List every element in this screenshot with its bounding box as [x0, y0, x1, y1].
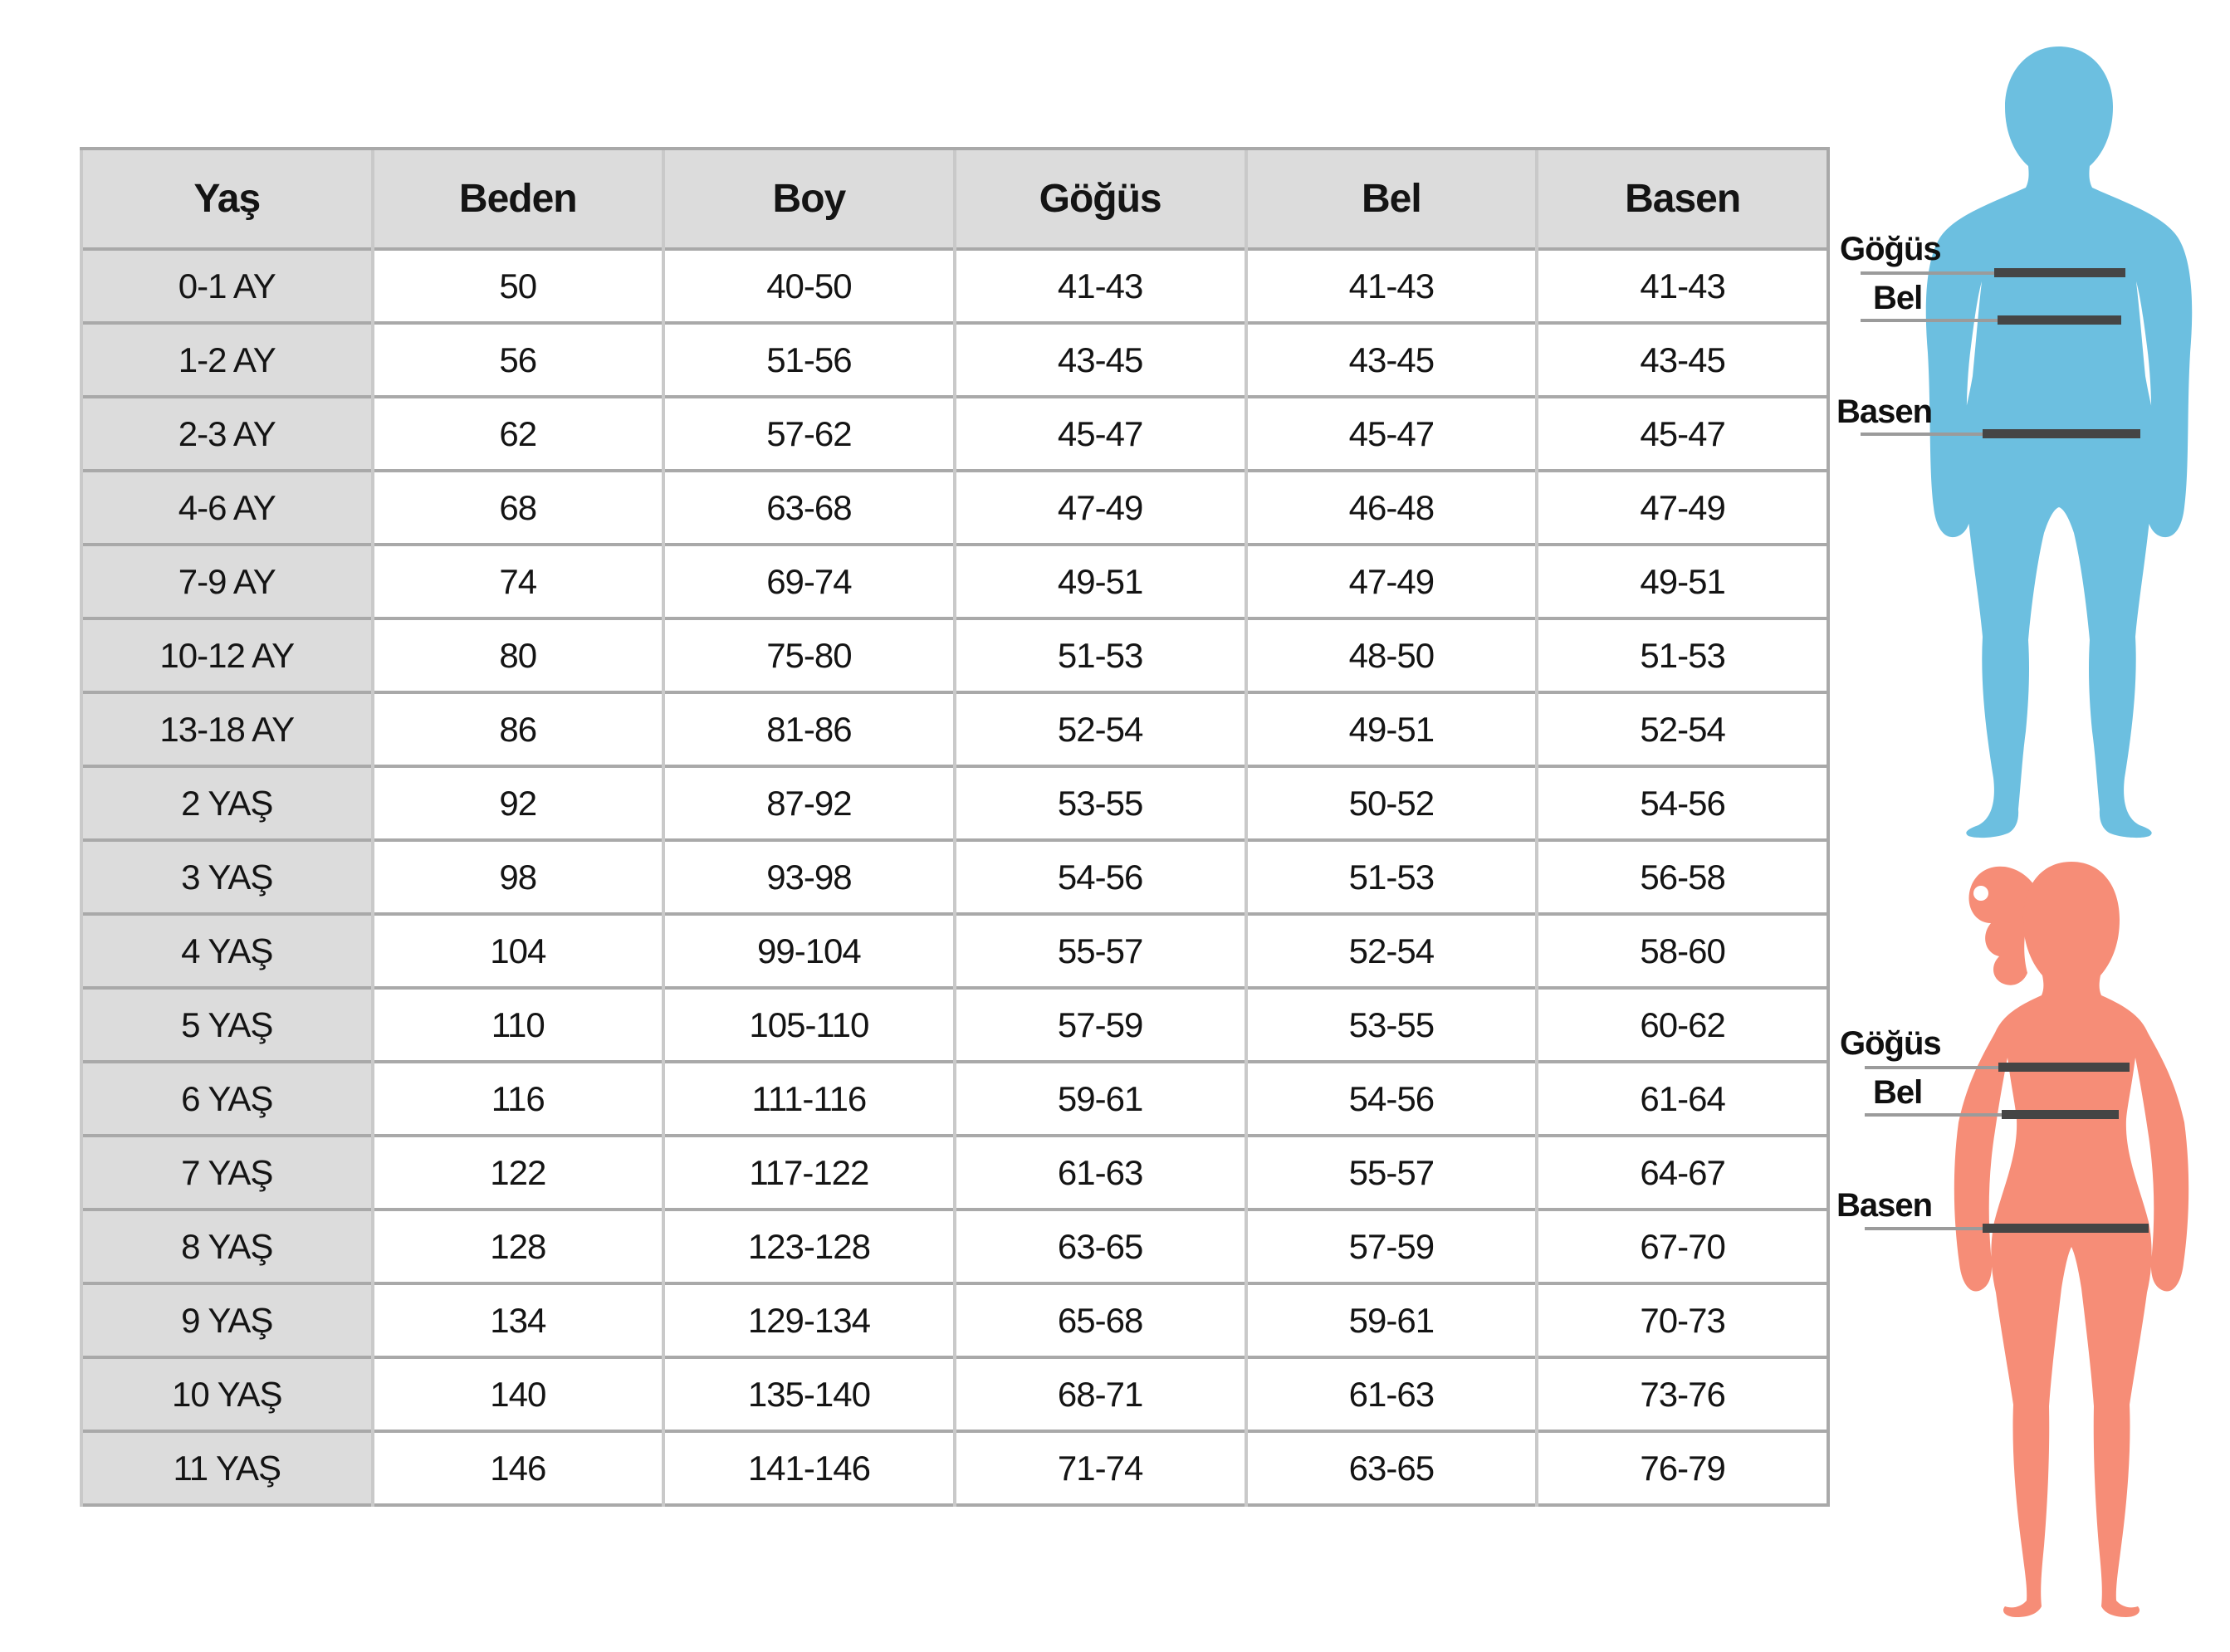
cell-basen: 41-43 — [1537, 249, 1828, 323]
cell-gogus: 45-47 — [955, 397, 1246, 471]
table-row — [81, 1431, 1828, 1505]
female-chest-leader-line — [1865, 1066, 2001, 1069]
cell-gogus: 51-53 — [955, 618, 1246, 692]
cell-basen: 51-53 — [1537, 618, 1828, 692]
cell-bel: 47-49 — [1246, 545, 1538, 618]
col-header-boy: Boy — [663, 149, 955, 249]
col-header-beden: Beden — [373, 149, 664, 249]
cell-yas: 9 YAŞ — [81, 1283, 373, 1357]
cell-yas: 11 YAŞ — [81, 1431, 373, 1505]
cell-yas: 2 YAŞ — [81, 766, 373, 840]
cell-basen: 60-62 — [1537, 988, 1828, 1062]
female-chest-label: Göğüs — [1840, 1025, 1941, 1062]
cell-yas: 7-9 AY — [81, 545, 373, 618]
cell-basen: 76-79 — [1537, 1431, 1828, 1505]
cell-beden: 56 — [373, 323, 664, 397]
col-header-bel: Bel — [1246, 149, 1538, 249]
male-waist-label: Bel — [1873, 280, 1923, 316]
female-chest-measure-line — [1998, 1063, 2130, 1072]
cell-yas: 3 YAŞ — [81, 840, 373, 914]
cell-bel: 45-47 — [1246, 397, 1538, 471]
table-row — [81, 1210, 1828, 1283]
cell-boy: 111-116 — [663, 1062, 955, 1136]
cell-gogus: 43-45 — [955, 323, 1246, 397]
cell-gogus: 52-54 — [955, 692, 1246, 766]
cell-gogus: 65-68 — [955, 1283, 1246, 1357]
cell-beden: 116 — [373, 1062, 664, 1136]
cell-boy: 40-50 — [663, 249, 955, 323]
cell-boy: 117-122 — [663, 1136, 955, 1210]
female-body-shape — [1954, 862, 2188, 1617]
cell-bel: 53-55 — [1246, 988, 1538, 1062]
table-row — [81, 397, 1828, 471]
cell-beden: 104 — [373, 914, 664, 988]
cell-boy: 81-86 — [663, 692, 955, 766]
cell-boy: 141-146 — [663, 1431, 955, 1505]
size-table-body — [81, 249, 1828, 1505]
female-hip-leader-line — [1865, 1227, 1984, 1230]
male-waist-measure-line — [1998, 315, 2121, 325]
cell-basen: 56-58 — [1537, 840, 1828, 914]
cell-boy: 51-56 — [663, 323, 955, 397]
cell-gogus: 68-71 — [955, 1357, 1246, 1431]
cell-gogus: 55-57 — [955, 914, 1246, 988]
cell-bel: 46-48 — [1246, 471, 1538, 545]
male-chest-leader-line — [1861, 271, 1998, 275]
female-waist-label: Bel — [1873, 1074, 1923, 1111]
female-hip-label: Basen — [1836, 1187, 1933, 1224]
size-table-header — [81, 149, 1828, 249]
ponytail-curl-detail — [1973, 886, 1988, 901]
table-row — [81, 840, 1828, 914]
table-row — [81, 692, 1828, 766]
table-row — [81, 618, 1828, 692]
cell-basen: 67-70 — [1537, 1210, 1828, 1283]
cell-boy: 135-140 — [663, 1357, 955, 1431]
cell-beden: 68 — [373, 471, 664, 545]
cell-beden: 92 — [373, 766, 664, 840]
cell-beden: 98 — [373, 840, 664, 914]
table-row — [81, 249, 1828, 323]
cell-boy: 57-62 — [663, 397, 955, 471]
size-table — [80, 147, 1830, 1507]
cell-boy: 99-104 — [663, 914, 955, 988]
male-waist-leader-line — [1861, 319, 2000, 322]
cell-basen: 54-56 — [1537, 766, 1828, 840]
male-body-shape — [1926, 46, 2192, 838]
cell-gogus: 59-61 — [955, 1062, 1246, 1136]
male-chest-label: Göğüs — [1840, 231, 1941, 267]
cell-bel: 63-65 — [1246, 1431, 1538, 1505]
table-row — [81, 766, 1828, 840]
cell-bel: 54-56 — [1246, 1062, 1538, 1136]
header-row — [81, 149, 1828, 249]
cell-boy: 75-80 — [663, 618, 955, 692]
cell-gogus: 71-74 — [955, 1431, 1246, 1505]
cell-basen: 70-73 — [1537, 1283, 1828, 1357]
female-waist-measure-line — [2002, 1110, 2119, 1119]
cell-boy: 63-68 — [663, 471, 955, 545]
cell-bel: 59-61 — [1246, 1283, 1538, 1357]
cell-bel: 49-51 — [1246, 692, 1538, 766]
cell-bel: 51-53 — [1246, 840, 1538, 914]
cell-bel: 43-45 — [1246, 323, 1538, 397]
cell-gogus: 53-55 — [955, 766, 1246, 840]
cell-gogus: 54-56 — [955, 840, 1246, 914]
cell-basen: 45-47 — [1537, 397, 1828, 471]
male-chest-measure-line — [1994, 268, 2125, 277]
table-row — [81, 1357, 1828, 1431]
cell-basen: 43-45 — [1537, 323, 1828, 397]
cell-bel: 52-54 — [1246, 914, 1538, 988]
cell-boy: 105-110 — [663, 988, 955, 1062]
cell-gogus: 57-59 — [955, 988, 1246, 1062]
cell-beden: 74 — [373, 545, 664, 618]
table-row — [81, 1283, 1828, 1357]
female-silhouette — [1901, 855, 2230, 1619]
col-header-yas: Yaş — [81, 149, 373, 249]
cell-basen: 58-60 — [1537, 914, 1828, 988]
cell-gogus: 63-65 — [955, 1210, 1246, 1283]
cell-basen: 49-51 — [1537, 545, 1828, 618]
cell-yas: 1-2 AY — [81, 323, 373, 397]
female-waist-leader-line — [1865, 1113, 2004, 1117]
cell-beden: 86 — [373, 692, 664, 766]
male-hip-label: Basen — [1836, 393, 1933, 430]
cell-beden: 80 — [373, 618, 664, 692]
male-hip-measure-line — [1983, 429, 2140, 438]
cell-yas: 2-3 AY — [81, 397, 373, 471]
cell-bel: 48-50 — [1246, 618, 1538, 692]
cell-yas: 5 YAŞ — [81, 988, 373, 1062]
table-row — [81, 914, 1828, 988]
cell-boy: 87-92 — [663, 766, 955, 840]
cell-yas: 7 YAŞ — [81, 1136, 373, 1210]
cell-bel: 61-63 — [1246, 1357, 1538, 1431]
female-hip-measure-line — [1983, 1224, 2149, 1233]
cell-basen: 64-67 — [1537, 1136, 1828, 1210]
cell-beden: 140 — [373, 1357, 664, 1431]
cell-yas: 4-6 AY — [81, 471, 373, 545]
cell-gogus: 41-43 — [955, 249, 1246, 323]
table-row — [81, 1062, 1828, 1136]
cell-beden: 62 — [373, 397, 664, 471]
col-header-basen: Basen — [1537, 149, 1828, 249]
cell-yas: 10 YAŞ — [81, 1357, 373, 1431]
table-row — [81, 323, 1828, 397]
col-header-gogus: Göğüs — [955, 149, 1246, 249]
cell-yas: 0-1 AY — [81, 249, 373, 323]
cell-gogus: 61-63 — [955, 1136, 1246, 1210]
cell-yas: 4 YAŞ — [81, 914, 373, 988]
cell-beden: 128 — [373, 1210, 664, 1283]
cell-boy: 123-128 — [663, 1210, 955, 1283]
male-silhouette — [1893, 42, 2225, 838]
cell-yas: 8 YAŞ — [81, 1210, 373, 1283]
cell-boy: 93-98 — [663, 840, 955, 914]
table-row — [81, 1136, 1828, 1210]
table-row — [81, 545, 1828, 618]
cell-beden: 50 — [373, 249, 664, 323]
cell-beden: 134 — [373, 1283, 664, 1357]
cell-basen: 52-54 — [1537, 692, 1828, 766]
cell-boy: 129-134 — [663, 1283, 955, 1357]
table-row — [81, 471, 1828, 545]
cell-bel: 55-57 — [1246, 1136, 1538, 1210]
cell-bel: 41-43 — [1246, 249, 1538, 323]
cell-bel: 50-52 — [1246, 766, 1538, 840]
cell-beden: 146 — [373, 1431, 664, 1505]
cell-yas: 10-12 AY — [81, 618, 373, 692]
cell-yas: 6 YAŞ — [81, 1062, 373, 1136]
cell-gogus: 49-51 — [955, 545, 1246, 618]
cell-gogus: 47-49 — [955, 471, 1246, 545]
cell-basen: 73-76 — [1537, 1357, 1828, 1431]
cell-basen: 47-49 — [1537, 471, 1828, 545]
cell-beden: 122 — [373, 1136, 664, 1210]
cell-beden: 110 — [373, 988, 664, 1062]
cell-bel: 57-59 — [1246, 1210, 1538, 1283]
male-hip-leader-line — [1861, 433, 1985, 436]
cell-boy: 69-74 — [663, 545, 955, 618]
cell-basen: 61-64 — [1537, 1062, 1828, 1136]
cell-yas: 13-18 AY — [81, 692, 373, 766]
table-row — [81, 988, 1828, 1062]
